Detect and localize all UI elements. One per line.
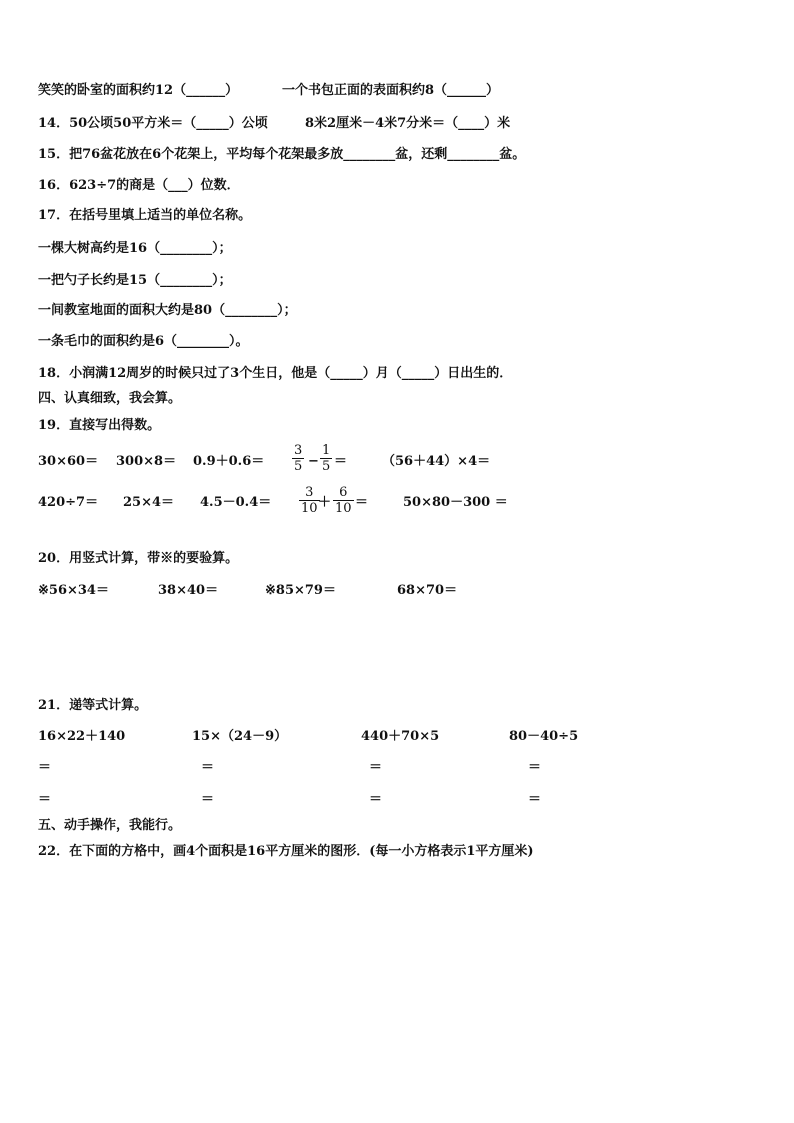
- q19-expr: 0.9＋0.6＝: [193, 454, 265, 469]
- q21-equals: ＝: [38, 792, 52, 807]
- denominator: 10: [301, 501, 318, 516]
- q17-item-classroom: 一间教室地面的面积大约是80（________）；: [38, 303, 297, 318]
- q21-title: 21．递等式计算。: [38, 698, 148, 713]
- q20-expr: 68×70＝: [397, 583, 458, 598]
- q21-expr: 80－40÷5: [509, 729, 579, 744]
- q19-fraction: [320, 443, 332, 474]
- section-4-heading: 四、认真细致，我会算。: [38, 391, 182, 406]
- q16-text: 16．623÷7的商是（___）位数．: [38, 178, 240, 193]
- q18-text: 18．小润满12周岁的时候只过了3个生日，他是（_____）月（_____）日出生的．: [38, 366, 513, 381]
- q19-fraction: [292, 443, 304, 474]
- numerator: 3: [294, 443, 303, 458]
- numerator: 1: [322, 443, 331, 458]
- q14-part-a: 14．50公顷50平方米＝（_____）公顷: [38, 116, 268, 131]
- q19-expr: 420÷7＝: [38, 495, 99, 510]
- q17-item-towel: 一条毛巾的面积约是6（________）。: [38, 334, 249, 349]
- numerator: 6: [339, 485, 348, 500]
- q21-equals: ＝: [369, 792, 383, 807]
- q19-expr: 300×8＝: [116, 454, 177, 469]
- q19-expr: 50×80－300 ＝: [403, 495, 508, 510]
- q19-title: 19．直接写出得数。: [38, 418, 161, 433]
- q21-equals: ＝: [201, 760, 215, 775]
- q21-expr: 15×（24－9）: [192, 729, 288, 744]
- section-5-heading: 五、动手操作，我能行。: [38, 818, 182, 833]
- q17-title: 17．在括号里填上适当的单位名称。: [38, 208, 252, 223]
- denominator: 10: [335, 501, 352, 516]
- q14-part-b: 8米2厘米－4米7分米＝（____）米: [305, 116, 511, 131]
- q19-expr: （56＋44）×4＝: [382, 454, 491, 469]
- q22-text: 22．在下面的方格中，画4个面积是16平方厘米的图形．(每一小方格表示1平方厘米): [38, 844, 534, 859]
- q21-expr: 440＋70×5: [361, 729, 440, 744]
- equals-sign: ＝: [334, 454, 348, 469]
- denominator: 5: [322, 459, 331, 474]
- q20-expr: ※56×34＝: [38, 583, 109, 598]
- q19-expr: 25×4＝: [123, 495, 175, 510]
- equals-sign: ＝: [355, 495, 369, 510]
- q21-equals: ＝: [369, 760, 383, 775]
- q21-equals: ＝: [201, 792, 215, 807]
- q19-fraction: [333, 485, 354, 516]
- q20-expr: 38×40＝: [158, 583, 219, 598]
- q20-expr: ※85×79＝: [265, 583, 336, 598]
- q21-equals: ＝: [528, 792, 542, 807]
- q21-equals: ＝: [528, 760, 542, 775]
- q19-fraction: [299, 485, 320, 516]
- q15-text: 15．把76盆花放在6个花架上，平均每个花架最多放________盆，还剩________盆。: [38, 147, 526, 162]
- q21-expr: 16×22＋140: [38, 729, 126, 744]
- q21-equals: ＝: [38, 760, 52, 775]
- q13-item-bedroom: 笑笑的卧室的面积约12（______）: [38, 83, 239, 98]
- denominator: 5: [294, 459, 303, 474]
- q20-title: 20．用竖式计算，带※的要验算。: [38, 551, 239, 566]
- plus-sign: ＋: [318, 495, 332, 510]
- q19-expr: 30×60＝: [38, 454, 99, 469]
- numerator: 3: [305, 485, 314, 500]
- q17-item-tree: 一棵大树高约是16（________）；: [38, 241, 232, 256]
- q17-item-spoon: 一把勺子长约是15（________）；: [38, 273, 232, 288]
- q13-item-schoolbag: 一个书包正面的表面积约8（______）: [282, 83, 500, 98]
- minus-sign: −: [308, 454, 319, 469]
- q19-expr: 4.5－0.4＝: [200, 495, 272, 510]
